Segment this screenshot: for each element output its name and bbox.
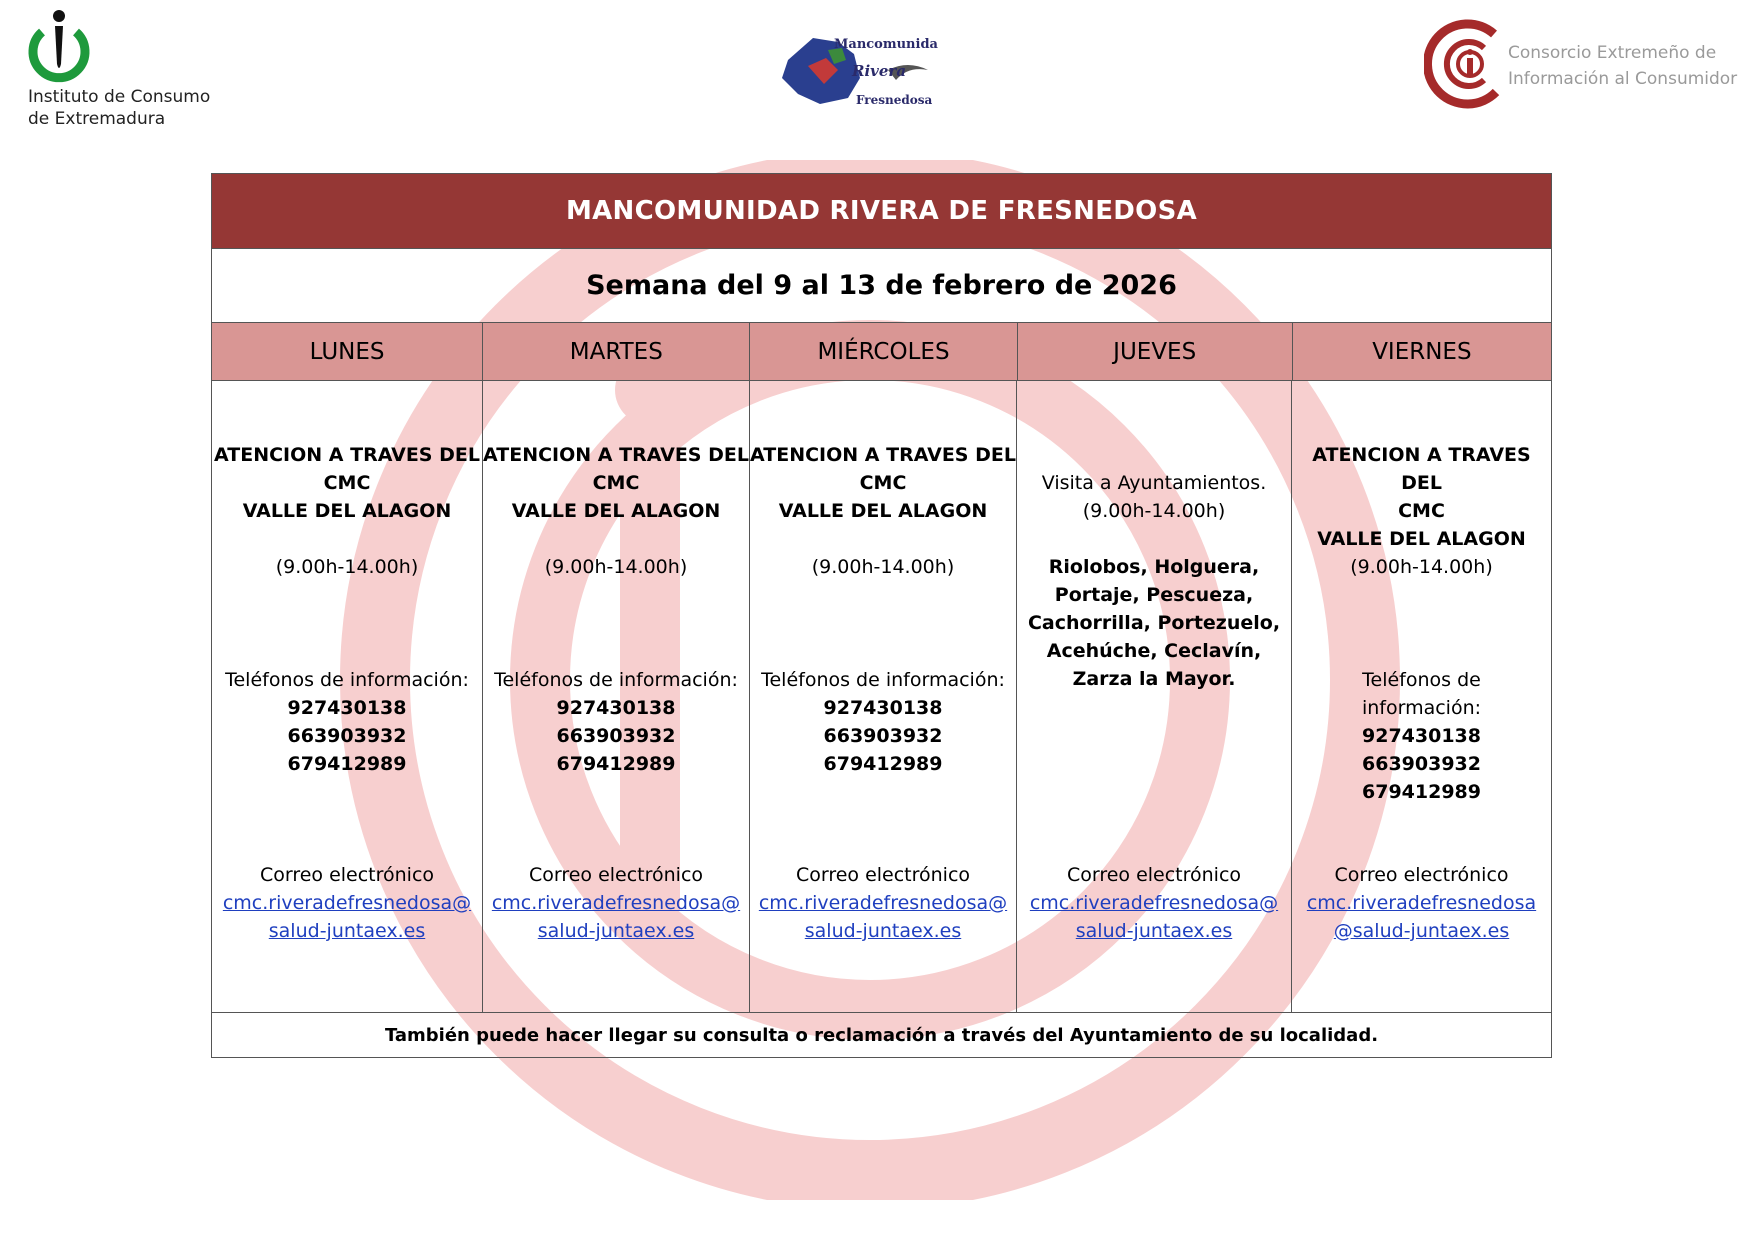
phone-number: 927430138 [287, 697, 407, 719]
email-link-part1[interactable]: cmc.riveradefresnedosa@ [222, 892, 472, 914]
page-title: MANCOMUNIDAD RIVERA DE FRESNEDOSA [211, 173, 1552, 249]
email-label: Correo electrónico [1066, 864, 1242, 886]
hours-text: (9.00h-14.00h) [1350, 556, 1493, 578]
phone-number: 679412989 [823, 753, 943, 775]
institute-name-line2: de Extremadura [28, 109, 166, 129]
attention-line2: CMC [1398, 500, 1445, 522]
phone-number: 663903932 [287, 725, 407, 747]
day-cell-lunes [212, 381, 483, 1012]
phones-label: información: [1361, 697, 1482, 719]
email-link-part2[interactable]: salud-juntaex.es [804, 920, 962, 942]
day-cell-miercoles [750, 381, 1017, 1012]
phone-number: 927430138 [556, 697, 676, 719]
consortium-icon [1424, 14, 1508, 114]
footer-note: También puede hacer llegar su consulta o reclamación a través del Ayuntamiento de su localidad. [211, 1012, 1552, 1058]
hours-text: (9.00h-14.00h) [811, 556, 955, 578]
town-list-line: Acehúche, Ceclavín, [1046, 640, 1262, 662]
attention-line1: ATENCION A TRAVES DEL [750, 444, 1016, 466]
email-link-part1[interactable]: cmc.riveradefresnedosa [1306, 892, 1537, 914]
attention-line2: CMC [323, 472, 371, 494]
day-header-lunes: LUNES [212, 323, 483, 380]
email-link-part2[interactable]: salud-juntaex.es [1075, 920, 1233, 942]
consumer-institute-icon [24, 6, 94, 86]
day-header-viernes: VIERNES [1372, 338, 1472, 365]
phone-number: 663903932 [1362, 753, 1481, 775]
town-list-line: Zarza la Mayor. [1072, 668, 1236, 690]
phone-number: 679412989 [287, 753, 407, 775]
email-link-part1[interactable]: cmc.riveradefresnedosa@ [491, 892, 741, 914]
day-header-jueves: JUEVES [1018, 323, 1293, 380]
logo-text-mancomunidad: Mancomunidad [834, 37, 938, 52]
email-link[interactable] [1292, 889, 1551, 945]
hours-text: (9.00h-14.00h) [544, 556, 688, 578]
phones-label: Teléfonos de información: [494, 669, 738, 691]
institute-name-line1: Instituto de Consumo [28, 87, 211, 107]
visit-text: Visita a Ayuntamientos. [1041, 472, 1267, 494]
day-cell-martes [483, 381, 750, 1012]
phone-number: 663903932 [556, 725, 676, 747]
town-list-line: Riolobos, Holguera, [1048, 556, 1260, 578]
logo-text-fresnedosa: Fresnedosa [856, 93, 933, 107]
attention-line3: VALLE DEL ALAGON [778, 500, 988, 522]
mancomunidad-map-icon [768, 20, 938, 116]
hours-text: (9.00h-14.00h) [1082, 500, 1226, 522]
email-label: Correo electrónico [795, 864, 971, 886]
email-link-part1[interactable]: cmc.riveradefresnedosa@ [758, 892, 1008, 914]
attention-line1: ATENCION A TRAVES DEL [214, 444, 480, 466]
email-link-part2[interactable]: salud-juntaex.es [537, 920, 695, 942]
day-cell-viernes [1292, 381, 1551, 1012]
schedule-body-row [211, 381, 1552, 1012]
phones-label: Teléfonos de información: [761, 669, 1005, 691]
attention-line3: VALLE DEL ALAGON [511, 500, 721, 522]
consumer-info-consortium-logo [1424, 14, 1744, 114]
email-link[interactable] [483, 889, 749, 945]
consortium-name-line2: Información al Consumidor [1508, 69, 1738, 89]
day-header-miercoles: MIÉRCOLES [750, 323, 1017, 380]
day-header-martes: MARTES [483, 323, 750, 380]
consortium-name-line1: Consorcio Extremeño de [1508, 43, 1717, 63]
email-label: Correo electrónico [1334, 864, 1509, 886]
phone-number: 679412989 [556, 753, 676, 775]
week-heading: Semana del 9 al 13 de febrero de 2026 [211, 249, 1552, 322]
email-link[interactable] [750, 889, 1016, 945]
consumer-institute-logo [24, 6, 234, 136]
town-list-line: Cachorrilla, Portezuelo, [1027, 612, 1281, 634]
phone-number: 663903932 [823, 725, 943, 747]
hours-text: (9.00h-14.00h) [275, 556, 419, 578]
email-label: Correo electrónico [528, 864, 704, 886]
email-link-part1[interactable]: cmc.riveradefresnedosa@ [1029, 892, 1279, 914]
email-link-part2[interactable]: @salud-juntaex.es [1333, 920, 1510, 942]
email-link[interactable] [1017, 889, 1291, 945]
phone-number: 927430138 [823, 697, 943, 719]
attention-line3: VALLE DEL ALAGON [1317, 528, 1526, 550]
town-list-line: Portaje, Pescueza, [1054, 584, 1254, 606]
email-link-part2[interactable]: salud-juntaex.es [268, 920, 426, 942]
days-header-row [211, 322, 1552, 381]
logo-text-rivera: Rivera [852, 62, 907, 80]
phone-number: 927430138 [1362, 725, 1481, 747]
attention-line1: ATENCION A TRAVES DEL [483, 444, 749, 466]
email-label: Correo electrónico [259, 864, 435, 886]
phones-label: Teléfonos de [1362, 669, 1481, 691]
attention-line2: CMC [592, 472, 640, 494]
phone-number: 679412989 [1362, 781, 1481, 803]
mancomunidad-logo [768, 20, 938, 116]
attention-line1: ATENCION A TRAVES DEL [1312, 444, 1531, 494]
attention-line3: VALLE DEL ALAGON [242, 500, 452, 522]
day-cell-jueves [1017, 381, 1292, 1012]
email-link[interactable] [212, 889, 482, 945]
phones-label: Teléfonos de información: [225, 669, 469, 691]
schedule-table [211, 173, 1552, 1058]
attention-line2: CMC [859, 472, 907, 494]
